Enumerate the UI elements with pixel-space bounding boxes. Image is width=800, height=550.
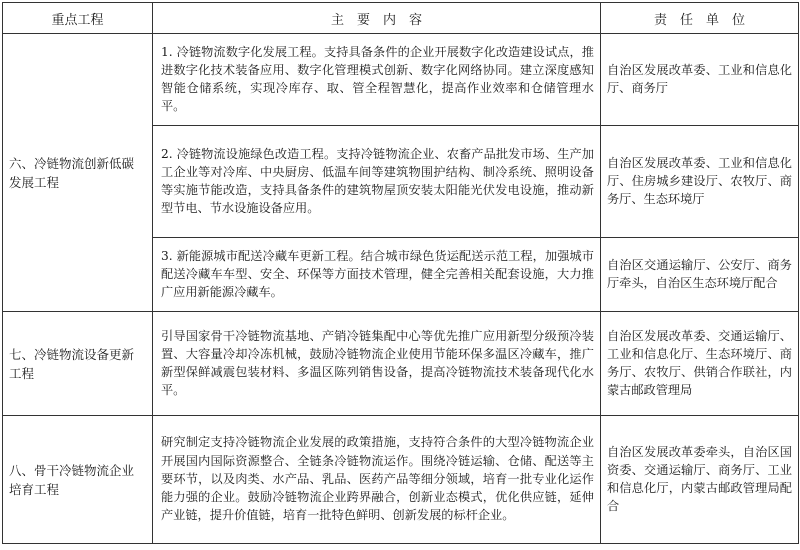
header-main-content: 主 要 内 容 (153, 3, 601, 34)
unit-cell: 自治区发展改革委牵头，自治区国资委、交通运输厅、商务厅、工业和信息化厅，内蒙古邮政管理局配合 (601, 416, 799, 544)
content-cell: 研究制定支持冷链物流企业发展的政策措施，支持符合条件的大型冷链物流企业开展国内国际资源整合、全链条冷链物流运作。围绕冷链运输、仓储、配送等主要环节，以及肉类、水产品、乳品、医药产品等细分领域，培育一批专业化运作能力强的企业。鼓励冷链物流企业跨界融合，创新业态模式，优化供应链，延伸产业链，提升价值链，培育一批特色鲜明、创新发展的标杆企业。 (153, 416, 601, 544)
unit-cell: 自治区发展改革委、工业和信息化厅、商务厅 (601, 34, 799, 126)
key-projects-table (2, 2, 799, 544)
table-row (3, 416, 799, 544)
table-header-row (3, 3, 799, 34)
project-name: 六、冷链物流创新低碳发展工程 (3, 34, 153, 312)
header-responsible-unit: 责 任 单 位 (601, 3, 799, 34)
project-name: 七、冷链物流设备更新工程 (3, 312, 153, 416)
unit-cell: 自治区交通运输厅、公安厅、商务厅牵头，自治区生态环境厅配合 (601, 238, 799, 312)
project-name: 八、骨干冷链物流企业培育工程 (3, 416, 153, 544)
unit-cell: 自治区发展改革委、工业和信息化厅、住房城乡建设厅、农牧厅、商务厅、生态环境厅 (601, 126, 799, 238)
header-key-project: 重点工程 (3, 3, 153, 34)
unit-cell: 自治区发展改革委、交通运输厅、工业和信息化厅、生态环境厅、商务厅、农牧厅、供销合作联社，内蒙古邮政管理局 (601, 312, 799, 416)
table-row (3, 34, 799, 126)
table-row (3, 312, 799, 416)
content-cell: 引导国家骨干冷链物流基地、产销冷链集配中心等优先推广应用新型分级预冷装置、大容量冷却冷冻机械，鼓励冷链物流企业使用节能环保多温区冷藏车，推广新型保鲜减震包装材料、多温区陈列销售设备，提高冷链物流技术装备现代化水平。 (153, 312, 601, 416)
content-cell: 3. 新能源城市配送冷藏车更新工程。结合城市绿色货运配送示范工程，加强城市配送冷藏车车型、安全、环保等方面技术管理，健全完善相关配套设施，大力推广应用新能源冷藏车。 (153, 238, 601, 312)
content-cell: 1. 冷链物流数字化发展工程。支持具备条件的企业开展数字化改造建设试点，推进数字化技术装备应用、数字化管理模式创新、数字化网络协同。建立深度感知智能仓储系统，实现冷库存、取、管全程智慧化，提高作业效率和仓储管理水平。 (153, 34, 601, 126)
content-cell: 2. 冷链物流设施绿色改造工程。支持冷链物流企业、农畜产品批发市场、生产加工企业等对冷库、中央厨房、低温车间等建筑物围护结构、制冷系统、照明设备等实施节能改造，支持具备条件的建筑物屋顶安装太阳能光伏发电设施，推动新型节电、节水设施设备应用。 (153, 126, 601, 238)
